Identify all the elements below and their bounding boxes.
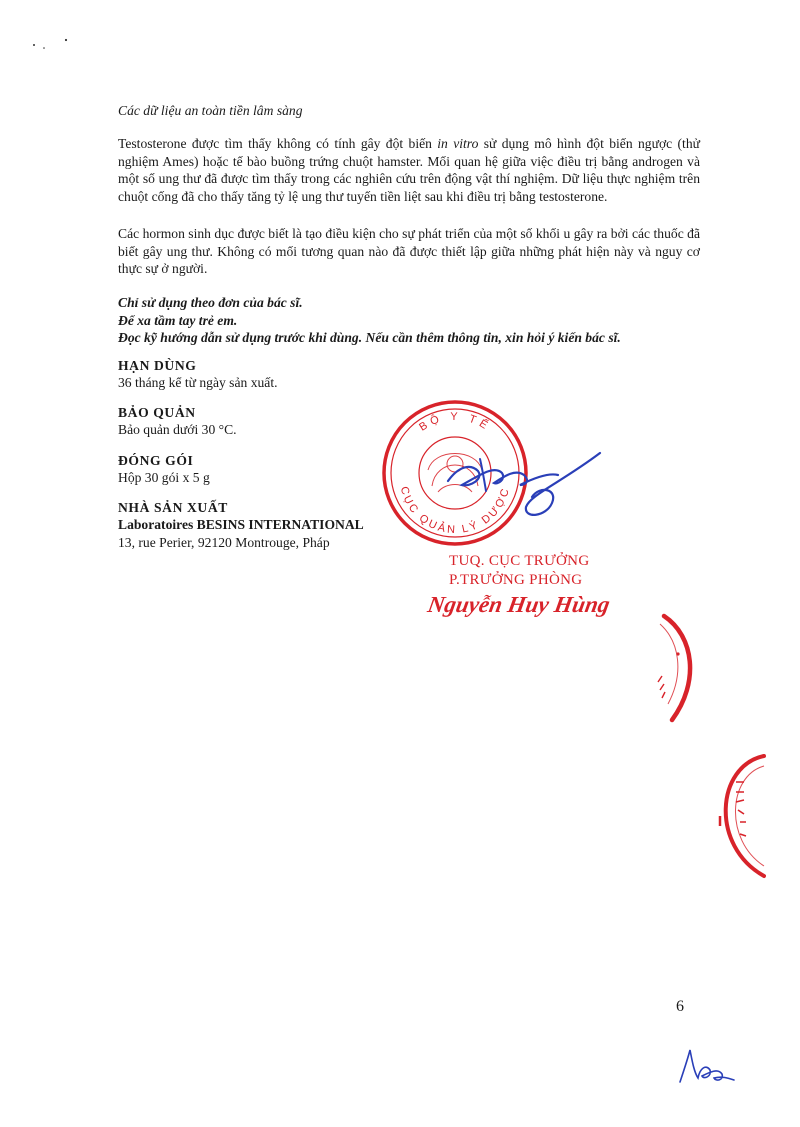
storage-title: BẢO QUẢN [118, 405, 196, 420]
initials-mark [676, 1048, 736, 1084]
notice-prescription: Chỉ sử dụng theo đơn của bác sĩ. [118, 295, 303, 310]
notice-read-instructions: Đọc kỹ hướng dẫn sử dụng trước khi dùng. Nếu cần thêm thông tin, xin hỏi ý kiến bác sĩ. [118, 330, 621, 346]
para1-emphasis: in vitro [437, 136, 479, 151]
signatory-name: Nguyễn Huy Hùng [425, 592, 612, 617]
scan-specks [30, 36, 80, 50]
stamp-top-text: BỘ Y TẾ [417, 410, 493, 434]
usage-notices [118, 294, 718, 347]
storage-value: Bảo quản dưới 30 °C. [118, 422, 237, 437]
notice-children: Để xa tầm tay trẻ em. [118, 312, 238, 328]
preclinical-paragraph-1 [118, 135, 700, 205]
preclinical-section [118, 102, 700, 120]
signatory-title-1: TUQ. CỤC TRƯỞNG [449, 553, 590, 569]
page-number: 6 [676, 998, 684, 1015]
para1-text-a: Testosterone được tìm thấy không có tính gây đột biến [118, 136, 438, 151]
packaging-title: ĐÓNG GÓI [118, 453, 194, 468]
para2-text: Các hormon sinh dục được biết là tạo điều kiện cho sự phát triển của một số khối u gây ra bởi các thuốc đã biết gây ung thư. Không có mối tương quan nào đã được thiết lập giữa những phát hiện này và nguy cơ thực sự ở người. [118, 226, 700, 277]
manufacturer-address: 13, rue Perier, 92120 Montrouge, Pháp [118, 535, 330, 550]
manufacturer-title: NHÀ SẢN XUẤT [118, 500, 228, 515]
partial-seal-bottom [706, 752, 766, 880]
stamp-bottom-text: CỤC QUẢN LÝ DƯỢC [397, 485, 513, 537]
packaging-value: Hộp 30 gói x 5 g [118, 470, 210, 485]
preclinical-paragraph-2 [118, 225, 700, 278]
preclinical-heading: Các dữ liệu an toàn tiền lâm sàng [118, 103, 303, 118]
signatory-title-2: P.TRƯỞNG PHÒNG [449, 572, 583, 588]
manufacturer-name: Laboratoires BESINS INTERNATIONAL [118, 517, 364, 532]
para1-text-b: sử dụng mô hình đột biến ngược (thử nghiệm Ames) hoặc tế bào buồng trứng chuột hamster. Mối quan hệ giữa việc điều trị bằng androgen và một số ung thư đã được tìm thấy trong các nghiên cứu trên động vật thí nghiệm. Dữ liệu thực nghiệm trên chuột cống đã cho thấy tăng tỷ lệ ung thư tuyến tiền liệt sau khi điều trị bằng testosterone. [118, 136, 700, 204]
signature [440, 445, 610, 530]
shelf-life-value: 36 tháng kể từ ngày sản xuất. [118, 375, 278, 390]
partial-seal-top [650, 612, 702, 724]
shelf-life-title: HẠN DÙNG [118, 358, 197, 373]
